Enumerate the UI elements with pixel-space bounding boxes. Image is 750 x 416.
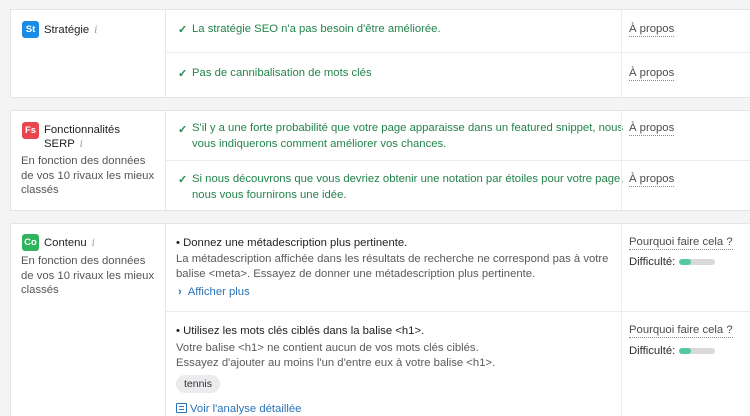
strategy-card: [10, 9, 750, 98]
difficulty-bar: [679, 259, 715, 265]
about-link[interactable]: À propos: [629, 173, 675, 185]
why-link[interactable]: Pourquoi faire cela ?: [629, 236, 733, 248]
detailed-analysis-link[interactable]: Voir l'analyse détaillée: [176, 402, 301, 416]
task-title: • Donnez une métadescription plus pertinente.: [176, 237, 408, 249]
difficulty-label: Difficulté:: [629, 345, 676, 357]
strategy-badge: St: [22, 21, 39, 38]
check-icon: ✓: [178, 124, 188, 136]
strategy-title: Stratégie: [44, 24, 90, 36]
task-description: Votre balise <h1> ne contient aucun de vos mots clés ciblés.: [176, 342, 479, 354]
serp-title: Fonctionnalités: [44, 124, 120, 136]
status-text-line2: nous vous fournirons une idée.: [192, 188, 347, 201]
show-more-link[interactable]: › Afficher plus: [178, 286, 250, 298]
task-row: [166, 224, 750, 312]
serp-badge: Fs: [22, 122, 39, 139]
status-text: La stratégie SEO n'a pas besoin d'être améliorée.: [192, 23, 441, 35]
check-icon: ✓: [178, 174, 188, 186]
serp-subtitle: En fonction des données de vos 10 rivaux les mieux classés: [21, 155, 155, 197]
chevron-right-icon: ›: [178, 286, 182, 298]
info-icon[interactable]: i: [94, 25, 98, 36]
serp-features-card: [10, 110, 750, 211]
content-subtitle: En fonction des données de vos 10 rivaux les mieux classés: [21, 255, 155, 297]
task-title: • Utilisez les mots clés ciblés dans la balise <h1>.: [176, 325, 425, 337]
task-description: La métadescription affichée dans les résultats de recherche ne correspond pas à votre: [176, 253, 609, 265]
info-icon[interactable]: i: [79, 139, 83, 150]
strategy-header: [11, 10, 166, 97]
task-description-line2: Essayez d'ajouter au moins l'un d'entre eux à votre balise <h1>.: [176, 357, 496, 369]
serp-header: [11, 111, 166, 210]
why-link[interactable]: Pourquoi faire cela ?: [629, 324, 733, 336]
difficulty: [629, 255, 715, 269]
serp-row: [166, 161, 750, 212]
task-row: [166, 312, 750, 416]
content-card: [10, 223, 750, 416]
strategy-row: [166, 53, 750, 99]
status-text: S'il y a une forte probabilité que votre page apparaisse dans un featured snippet, nous: [192, 122, 624, 134]
serp-row: [166, 111, 750, 161]
check-icon: ✓: [178, 68, 188, 80]
task-description-line2: balise <meta>. Essayez de donner une métadescription plus pertinente.: [176, 268, 536, 280]
document-icon: [176, 403, 187, 413]
difficulty-label: Difficulté:: [629, 256, 676, 268]
strategy-row: [166, 10, 750, 53]
status-text-line2: vous indiquerons comment améliorer vos chances.: [192, 137, 447, 150]
about-link[interactable]: À propos: [629, 67, 675, 79]
serp-title-line2: SERP: [44, 138, 75, 150]
content-header: [11, 224, 166, 416]
about-link[interactable]: À propos: [629, 122, 675, 134]
check-icon: ✓: [178, 24, 188, 36]
about-link[interactable]: À propos: [629, 23, 675, 35]
status-text: Pas de cannibalisation de mots clés: [192, 67, 372, 79]
info-icon[interactable]: i: [91, 238, 95, 249]
difficulty-bar: [679, 348, 715, 354]
difficulty: [629, 344, 715, 358]
status-text: Si nous découvrons que vous devriez obtenir une notation par étoiles pour votre page,: [192, 173, 624, 185]
content-title: Contenu: [44, 237, 87, 249]
content-badge: Co: [22, 234, 39, 251]
keyword-chip: tennis: [176, 375, 220, 393]
